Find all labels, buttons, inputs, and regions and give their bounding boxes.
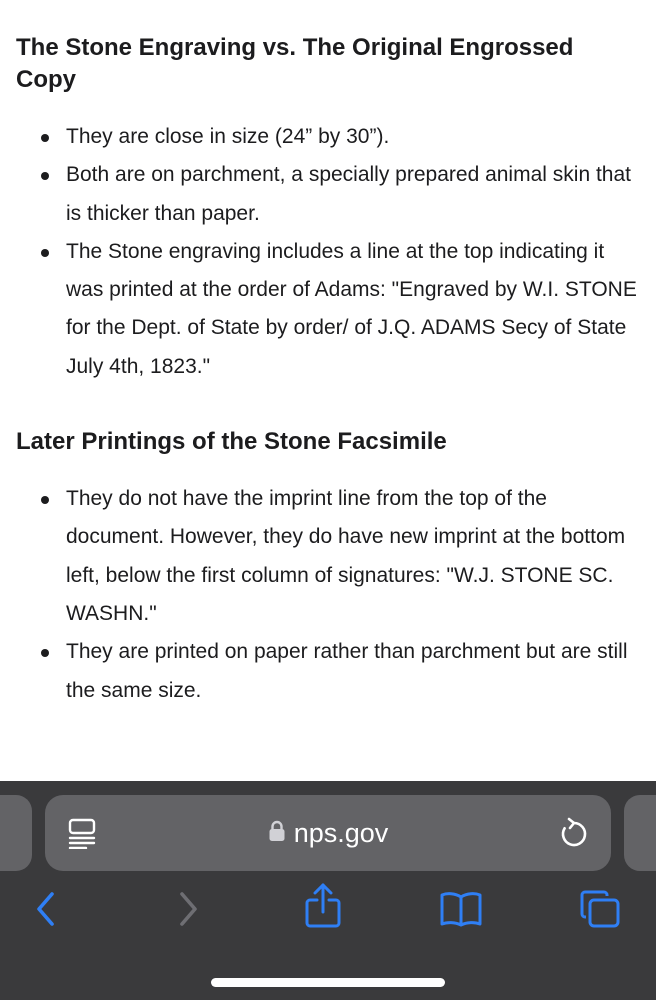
section2-bullet-list <box>16 480 640 710</box>
reload-icon[interactable] <box>559 817 589 849</box>
section-heading-later-printings: Later Printings of the Stone Facsimile <box>16 428 447 456</box>
previous-tab-peek[interactable] <box>0 795 32 871</box>
share-button[interactable] <box>298 881 348 931</box>
share-icon <box>304 883 342 929</box>
list-item: They do not have the imprint line from the top of the document. However, they do have new imprint at the bottom left, below the first column of signatures: "W.J. STONE SC. WASHN." <box>66 480 640 633</box>
chevron-left-icon <box>34 891 58 927</box>
url-display[interactable] <box>45 795 611 871</box>
tabs-button[interactable] <box>575 889 625 929</box>
book-icon <box>439 891 483 927</box>
list-item: They are close in size (24” by 30”). <box>66 118 640 156</box>
url-text: nps.gov <box>293 817 389 848</box>
next-tab-peek[interactable] <box>624 795 656 871</box>
browser-toolbar <box>0 781 656 1000</box>
list-item: Both are on parchment, a specially prepared animal skin that is thicker than paper. <box>66 156 640 233</box>
forward-button[interactable] <box>163 889 213 929</box>
list-item: The Stone engraving includes a line at the top indicating it was printed at the order of Adams: "Engraved by W.I. STONE for the Dept. of State by order/ of J.Q. ADAMS Secy of State July 4th, 1823." <box>66 233 640 386</box>
chevron-right-icon <box>176 891 200 927</box>
section1-bullet-list <box>16 118 640 386</box>
navigation-row <box>0 889 656 929</box>
back-button[interactable] <box>21 889 71 929</box>
tabs-icon <box>579 889 621 929</box>
list-item: They are printed on paper rather than parchment but are still the same size. <box>66 633 640 710</box>
address-bar[interactable] <box>45 795 611 871</box>
section-heading-stone-engraving: The Stone Engraving vs. The Original Engrossed Copy <box>16 34 574 93</box>
home-indicator[interactable] <box>211 978 445 987</box>
bookmarks-button[interactable] <box>436 889 486 929</box>
lock-icon <box>268 820 286 847</box>
